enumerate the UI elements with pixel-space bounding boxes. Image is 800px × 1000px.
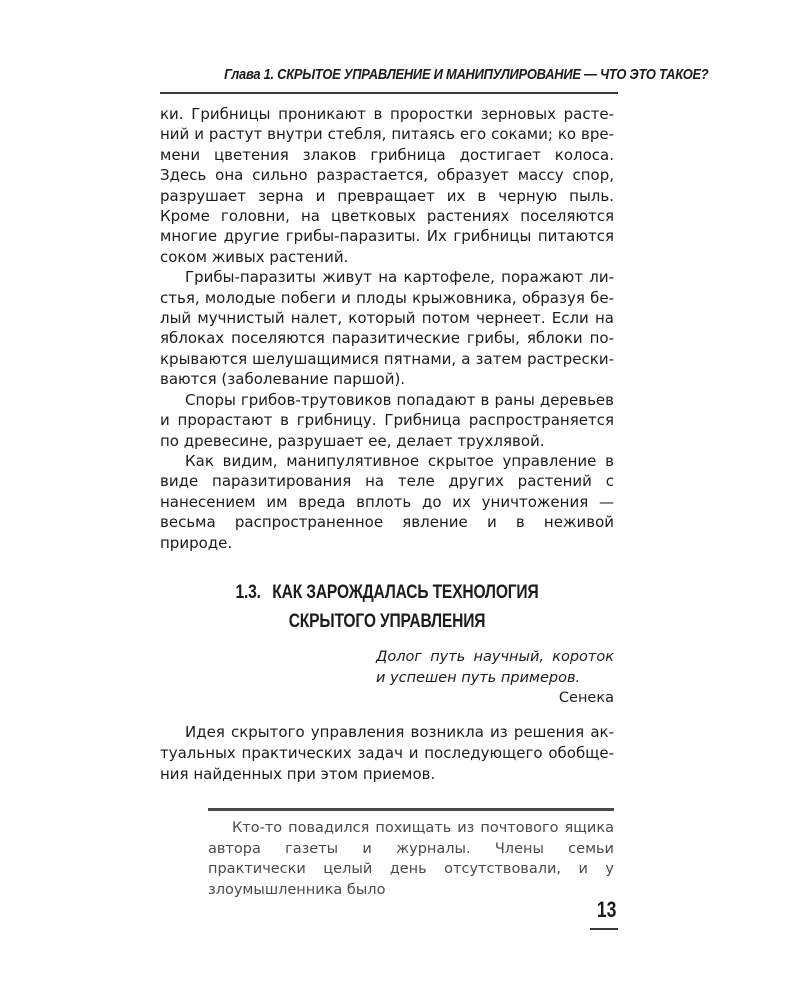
section-title-part1: КАК ЗАРОЖДАЛАСЬ ТЕХНОЛОГИЯ — [272, 582, 539, 603]
running-head-title: Глава 1. СКРЫТОЕ УПРАВЛЕНИЕ И МАНИПУЛИРОВАНИЕ — ЧТО ЭТО ТАКОЕ? — [224, 66, 709, 83]
section-intro — [160, 722, 614, 785]
paragraph: Споры грибов-трутовиков попадают в раны деревьев и прорастают в грибницу. Грибница распространяется по древесине, разрушает ее, делает трухлявой. — [160, 390, 614, 450]
epigraph-quote: Долог путь научный, короток и успешен путь примеров. — [376, 649, 614, 686]
epigraph-author: Сенека — [558, 690, 614, 706]
header-rule — [160, 92, 618, 94]
section-number: 1.3. — [235, 582, 261, 603]
example-box — [208, 818, 614, 900]
section-heading — [160, 578, 614, 636]
page-number-rule — [590, 928, 618, 930]
body-text — [160, 104, 614, 553]
running-head — [224, 66, 709, 83]
page-number — [560, 898, 616, 922]
section-title-part2: СКРЫТОГО УПРАВЛЕНИЯ — [288, 611, 486, 632]
page-number-value: 13 — [596, 897, 616, 922]
paragraph: ки. Грибницы проникают в проростки зерновых растений и растут внутри стебля, питаясь его соками; ко времени цветения злаков грибница достигает колоса. Здесь она сильно разрастается, образует массу спор, разрушает зерна и превращает их в черную пыль. Кроме головни, на цветковых растениях поселяются многие другие грибы-паразиты. Их грибницы питаются соком живых растений. — [160, 105, 614, 266]
paragraph: Идея скрытого управления возникла из решения актуальных практических задач и последующего обобщения найденных при этом приемов. — [160, 723, 614, 783]
paragraph: Грибы-паразиты живут на картофеле, поражают листья, молодые побеги и плоды крыжовника, образуя белый мучнистый налет, который потом чернеет. Если на яблоках поселяются паразитические грибы, яблоки покрываются шелушащимися пятнами, а затем растрескиваются (заболевание паршой). — [160, 268, 614, 389]
example-box-text: Кто-то повадился похищать из почтового ящика автора газеты и журналы. Члены семьи практически целый день отсутствовали, и у злоумышленника было — [208, 820, 614, 898]
example-box-rule — [208, 808, 614, 811]
section-heading-line1 — [201, 578, 573, 607]
epigraph — [376, 647, 614, 709]
paragraph: Как видим, манипулятивное скрытое управление в виде паразитирования на теле других растений с нанесением им вреда вплоть до их уничтожения — весьма распространенное явление и в неживой природе. — [160, 451, 614, 552]
